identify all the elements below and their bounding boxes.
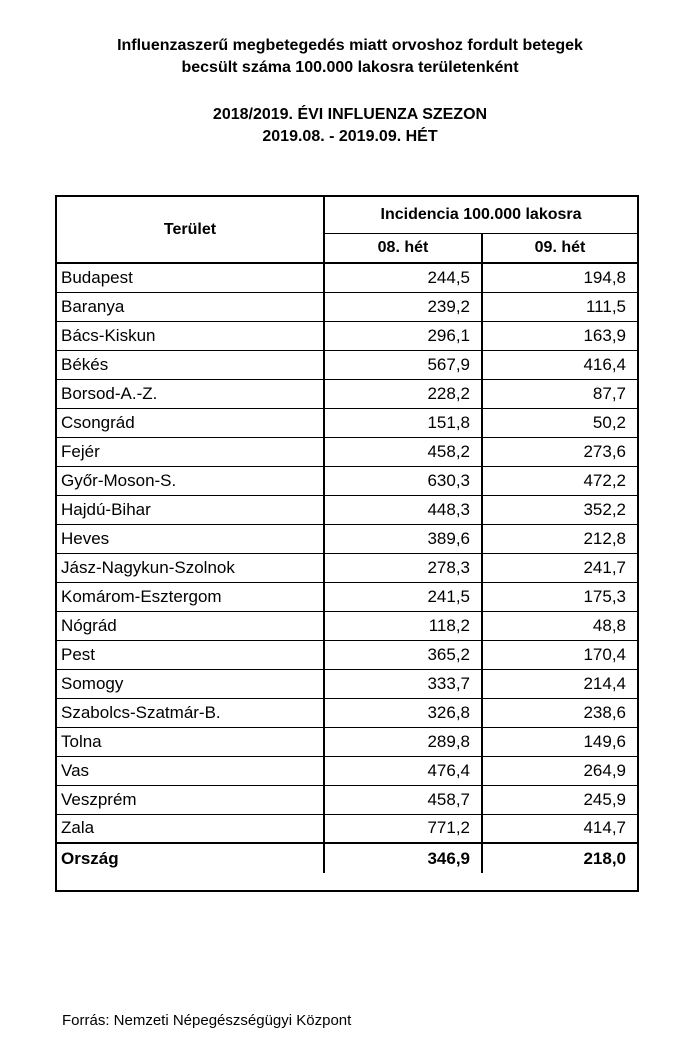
area-name-cell: Fejér	[57, 437, 324, 466]
area-name-cell: Hajdú-Bihar	[57, 495, 324, 524]
area-name-cell: Bács-Kiskun	[57, 321, 324, 350]
area-name-cell: Veszprém	[57, 785, 324, 814]
table-row	[57, 350, 637, 379]
week-08-value-cell: 458,2	[324, 437, 482, 466]
week-08-value-cell: 241,5	[324, 582, 482, 611]
header-area: Terület	[57, 197, 324, 263]
week-09-value-cell: 218,0	[482, 843, 637, 873]
week-09-value-cell: 111,5	[482, 292, 637, 321]
table-row	[57, 611, 637, 640]
table-row	[57, 408, 637, 437]
week-09-value-cell: 50,2	[482, 408, 637, 437]
source-note: Forrás: Nemzeti Népegészségügyi Központ	[62, 1012, 352, 1029]
week-09-value-cell: 163,9	[482, 321, 637, 350]
week-09-value-cell: 241,7	[482, 553, 637, 582]
area-name-cell: Győr-Moson-S.	[57, 466, 324, 495]
area-name-cell: Tolna	[57, 727, 324, 756]
week-08-value-cell: 296,1	[324, 321, 482, 350]
week-09-value-cell: 472,2	[482, 466, 637, 495]
table-row	[57, 756, 637, 785]
area-name-cell: Heves	[57, 524, 324, 553]
table-body	[57, 263, 637, 873]
week-09-value-cell: 414,7	[482, 814, 637, 843]
area-name-cell: Békés	[57, 350, 324, 379]
week-08-value-cell: 448,3	[324, 495, 482, 524]
week-09-value-cell: 245,9	[482, 785, 637, 814]
incidence-table	[55, 195, 639, 892]
area-name-cell: Jász-Nagykun-Szolnok	[57, 553, 324, 582]
area-name-cell: Ország	[57, 843, 324, 873]
week-08-value-cell: 278,3	[324, 553, 482, 582]
week-08-value-cell: 630,3	[324, 466, 482, 495]
table-row	[57, 640, 637, 669]
week-08-value-cell: 333,7	[324, 669, 482, 698]
week-09-value-cell: 194,8	[482, 263, 637, 292]
week-08-value-cell: 476,4	[324, 756, 482, 785]
header-week-09: 09. hét	[482, 234, 637, 264]
area-name-cell: Pest	[57, 640, 324, 669]
area-name-cell: Baranya	[57, 292, 324, 321]
week-09-value-cell: 87,7	[482, 379, 637, 408]
week-09-value-cell: 352,2	[482, 495, 637, 524]
area-name-cell: Szabolcs-Szatmár-B.	[57, 698, 324, 727]
week-09-value-cell: 214,4	[482, 669, 637, 698]
week-08-value-cell: 458,7	[324, 785, 482, 814]
week-08-value-cell: 771,2	[324, 814, 482, 843]
area-name-cell: Komárom-Esztergom	[57, 582, 324, 611]
week-09-value-cell: 416,4	[482, 350, 637, 379]
table-row	[57, 495, 637, 524]
week-09-value-cell: 238,6	[482, 698, 637, 727]
table-row	[57, 785, 637, 814]
table-row	[57, 437, 637, 466]
week-08-value-cell: 326,8	[324, 698, 482, 727]
week-09-value-cell: 170,4	[482, 640, 637, 669]
area-name-cell: Vas	[57, 756, 324, 785]
week-09-value-cell: 48,8	[482, 611, 637, 640]
header-week-08: 08. hét	[324, 234, 482, 264]
week-08-value-cell: 365,2	[324, 640, 482, 669]
table-row	[57, 292, 637, 321]
table-row	[57, 669, 637, 698]
season-title: 2018/2019. ÉVI INFLUENZA SZEZON	[212, 106, 488, 123]
area-name-cell: Zala	[57, 814, 324, 843]
week-08-value-cell: 228,2	[324, 379, 482, 408]
header-incidence: Incidencia 100.000 lakosra	[324, 197, 637, 234]
week-09-value-cell: 149,6	[482, 727, 637, 756]
area-name-cell: Nógrád	[57, 611, 324, 640]
week-08-value-cell: 289,8	[324, 727, 482, 756]
area-name-cell: Budapest	[57, 263, 324, 292]
week-09-value-cell: 212,8	[482, 524, 637, 553]
table-row	[57, 321, 637, 350]
table-row	[57, 466, 637, 495]
table-row	[57, 814, 637, 843]
week-range-title: 2019.08. - 2019.09. HÉT	[262, 128, 438, 145]
title-line-1: Influenzaszerű megbetegedés miatt orvoshoz fordult betegek	[117, 37, 583, 54]
table-row	[57, 263, 637, 292]
title-line-2: becsült száma 100.000 lakosra területenként	[181, 59, 519, 76]
table-row	[57, 698, 637, 727]
table-row	[57, 379, 637, 408]
week-08-value-cell: 567,9	[324, 350, 482, 379]
area-name-cell: Csongrád	[57, 408, 324, 437]
week-08-value-cell: 151,8	[324, 408, 482, 437]
table-row	[57, 727, 637, 756]
week-09-value-cell: 273,6	[482, 437, 637, 466]
area-name-cell: Somogy	[57, 669, 324, 698]
week-08-value-cell: 244,5	[324, 263, 482, 292]
week-08-value-cell: 389,6	[324, 524, 482, 553]
table-total-row	[57, 843, 637, 873]
table-row	[57, 553, 637, 582]
week-08-value-cell: 118,2	[324, 611, 482, 640]
table-row	[57, 524, 637, 553]
week-09-value-cell: 175,3	[482, 582, 637, 611]
area-name-cell: Borsod-A.-Z.	[57, 379, 324, 408]
week-08-value-cell: 346,9	[324, 843, 482, 873]
table-row	[57, 582, 637, 611]
week-08-value-cell: 239,2	[324, 292, 482, 321]
week-09-value-cell: 264,9	[482, 756, 637, 785]
